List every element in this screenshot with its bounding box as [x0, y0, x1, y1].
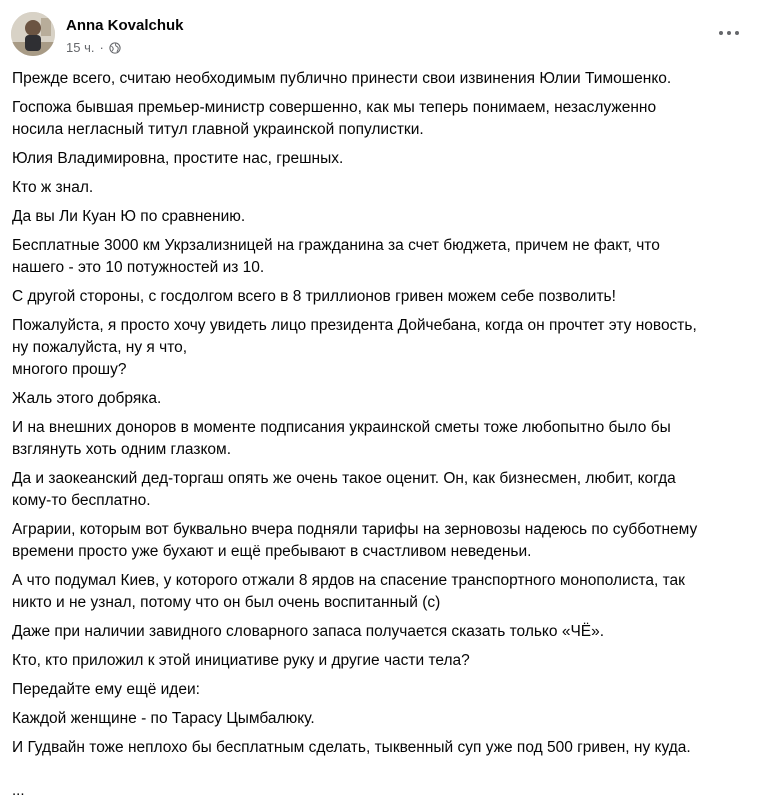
- truncated-text: ...: [12, 782, 25, 799]
- post-paragraph: Даже при наличии завидного словарного запаса получается сказать только «ЧЁ».: [12, 623, 605, 640]
- post-paragraph: Передайте ему ещё идеи:: [12, 681, 200, 698]
- post-paragraph: Госпожа бывшая премьер-министр совершенно, как мы теперь понимаем, незаслуженно носила негласный титул главной украинской популистки.: [12, 99, 657, 138]
- globe-icon: [109, 42, 121, 54]
- post-text: [12, 68, 744, 766]
- avatar-photo: [11, 12, 55, 56]
- more-options-button[interactable]: [712, 20, 746, 46]
- post-paragraph: Аграрии, которым вот буквально вчера подняли тарифы на зерновозы надеюсь по субботнему времени просто уже бухают и ещё пребывают в счастливом неведеньи.: [12, 521, 698, 560]
- more-horizontal-icon: [719, 31, 723, 35]
- author-name[interactable]: Anna Kovalchuk: [66, 17, 184, 34]
- avatar[interactable]: [11, 12, 55, 56]
- post-paragraph: И Гудвайн тоже неплохо бы бесплатным сделать, тыквенный суп уже под 500 гривен, ну куда.: [12, 739, 691, 756]
- post-paragraph: Кто, кто приложил к этой инициативе руку и другие части тела?: [12, 652, 470, 669]
- post-paragraph: Каждой женщине - по Тарасу Цымбалюку.: [12, 710, 315, 727]
- post-paragraph: И на внешних доноров в моменте подписания украинской сметы тоже любопытно было бы взглянуть хоть одним глазком.: [12, 419, 671, 458]
- post-paragraph: Бесплатные 3000 км Укрзализницей на гражданина за счет бюджета, причем не факт, что нашего - это 10 потужностей из 10.: [12, 237, 660, 276]
- post-paragraph: Прежде всего, считаю необходимым публично принести свои извинения Юлии Тимошенко.: [12, 70, 672, 87]
- post-paragraph: Пожалуйста, я просто хочу увидеть лицо президента Дойчебана, когда он прочтет эту новость, ну пожалуйста, ну я что, многого прошу?: [12, 317, 697, 378]
- post-paragraph: Жаль этого добряка.: [12, 390, 162, 407]
- meta-separator: ·: [99, 40, 104, 55]
- post-meta: [66, 40, 121, 55]
- post-paragraph: А что подумал Киев, у которого отжали 8 ярдов на спасение транспортного монополиста, так никто и не узнал, потому что он был очень воспитанный (с): [12, 572, 685, 611]
- post-paragraph: Да вы Ли Куан Ю по сравнению.: [12, 208, 246, 225]
- post-timestamp[interactable]: 15 ч.: [66, 40, 95, 55]
- post-paragraph: С другой стороны, с госдолгом всего в 8 триллионов гривен можем себе позволить!: [12, 288, 616, 305]
- post-paragraph: Да и заокеанский дед-торгаш опять же очень такое оценит. Он, как бизнесмен, любит, когда кому-то бесплатно.: [12, 470, 676, 509]
- post-header: [11, 12, 748, 62]
- post-paragraph: Юлия Владимировна, простите нас, грешных.: [12, 150, 344, 167]
- post-paragraph: Кто ж знал.: [12, 179, 94, 196]
